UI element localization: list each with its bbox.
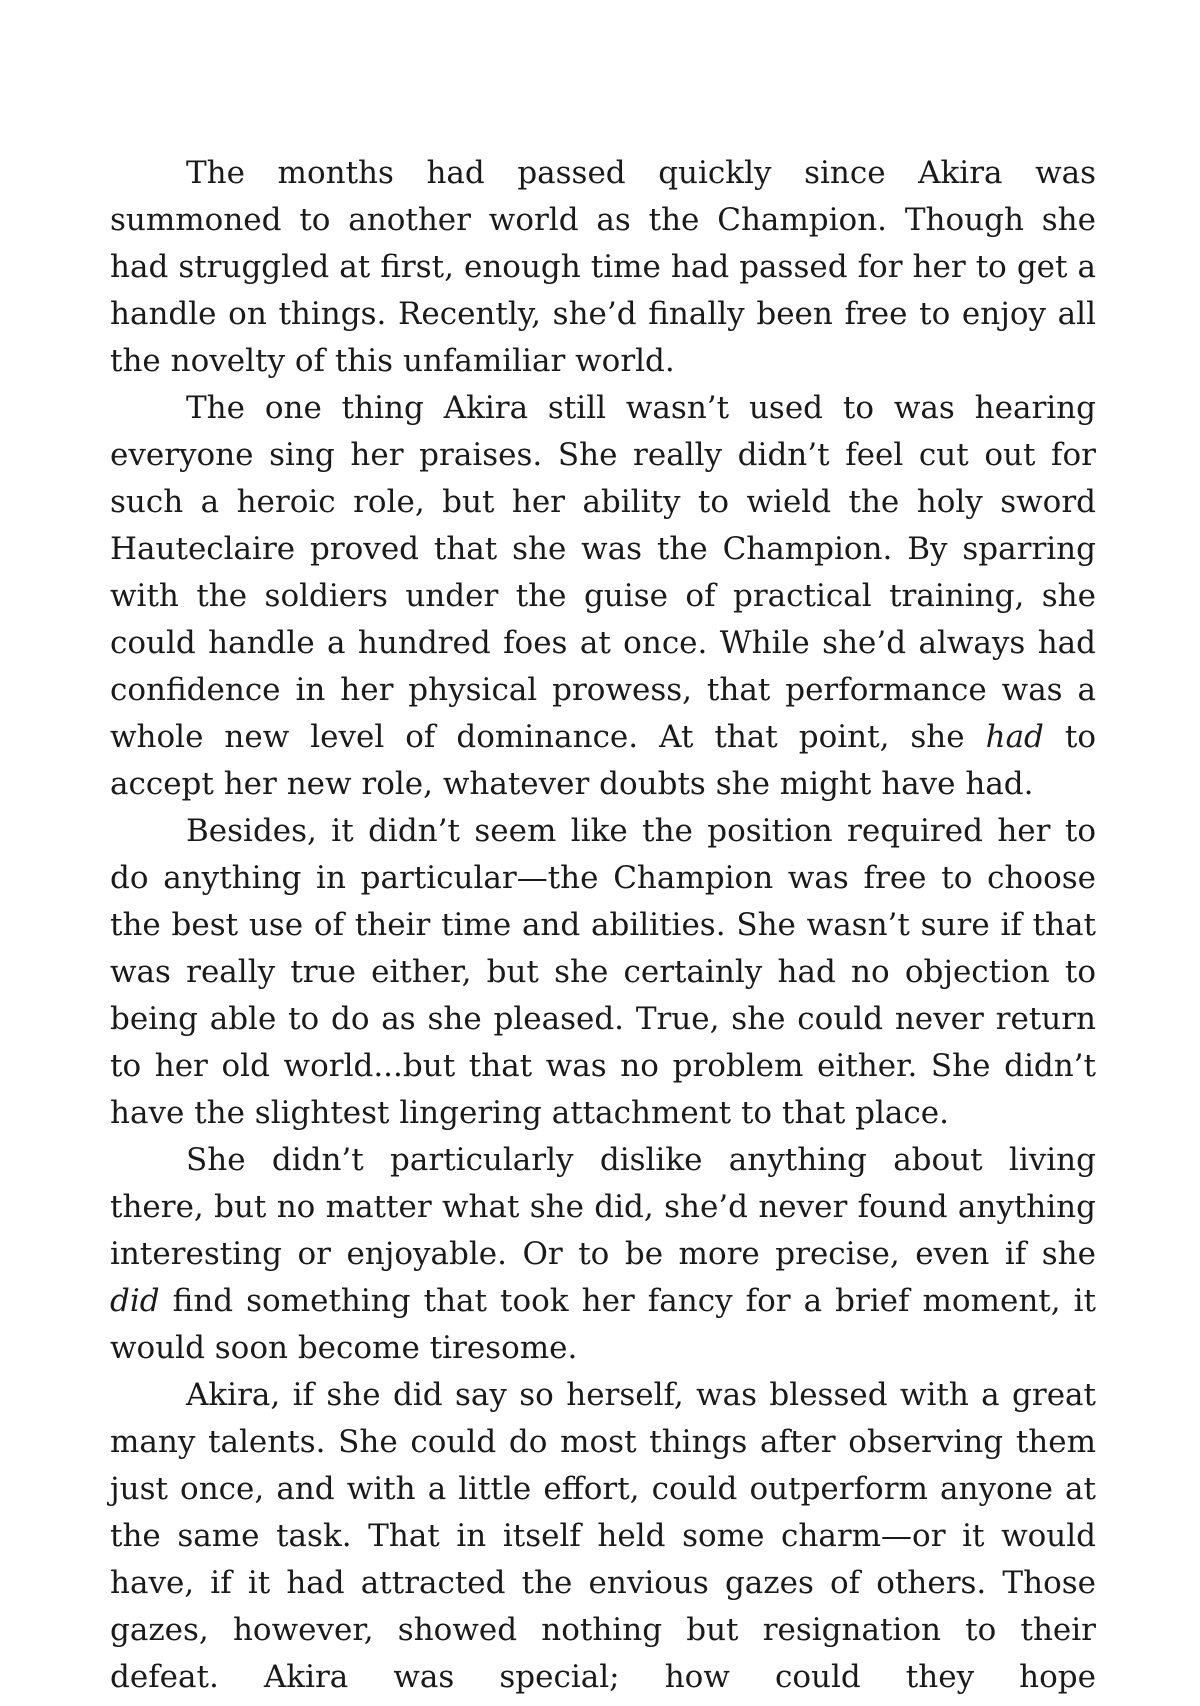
paragraph bbox=[110, 1372, 1096, 1701]
paragraph-text: find something that took her fancy for a brief moment, it would soon become tiresome. bbox=[110, 1283, 1096, 1366]
paragraph bbox=[110, 385, 1096, 808]
paragraph bbox=[110, 150, 1096, 385]
paragraph-text: Besides, it didn’t seem like the position required her to do anything in particular—the Champion was free to choose the best use of their time and abilities. She wasn’t sure if that was really true either, but she certainly had no objection to being able to do as she pleased. True, she could never return to her old world...but that was no problem either. She didn’t have the slightest lingering attachment to that place. bbox=[110, 813, 1096, 1131]
paragraph-text: She didn’t particularly dislike anything about living there, but no matter what she did, she’d never found anything interesting or enjoyable. Or to be more precise, even if she bbox=[110, 1142, 1096, 1272]
paragraph-text: to accept her new role, whatever doubts she might have had. bbox=[110, 719, 1097, 802]
paragraph bbox=[110, 1137, 1096, 1372]
paragraph bbox=[110, 808, 1096, 1137]
book-page bbox=[110, 150, 1096, 1701]
emphasis-text: did bbox=[110, 1283, 160, 1319]
paragraph-text: The months had passed quickly since Akira was summoned to another world as the Champion. Though she had struggled at first, enough time had passed for her to get a handle on things. Recently, she’d finally been free to enjoy all the novelty of this unfamiliar world. bbox=[110, 155, 1096, 379]
emphasis-text: had bbox=[985, 719, 1044, 755]
paragraph-text: Akira, if she did say so herself, was blessed with a great many talents. She could do most things after observing them just once, and with a little effort, could outperform anyone at the same task. That in itself held some charm—or it would have, if it had attracted the envious gazes of others. Those gazes, however, showed nothing but resignation to their defeat. Akira was special; how could they hope bbox=[110, 1377, 1096, 1695]
paragraph-text: The one thing Akira still wasn’t used to was hearing everyone sing her praises. She really didn’t feel cut out for such a heroic role, but her ability to wield the holy sword Hauteclaire proved that she was the Champion. By sparring with the soldiers under the guise of practical training, she could handle a hundred foes at once. While she’d always had confidence in her physical prowess, that performance was a whole new level of dominance. At that point, she bbox=[110, 390, 1096, 755]
